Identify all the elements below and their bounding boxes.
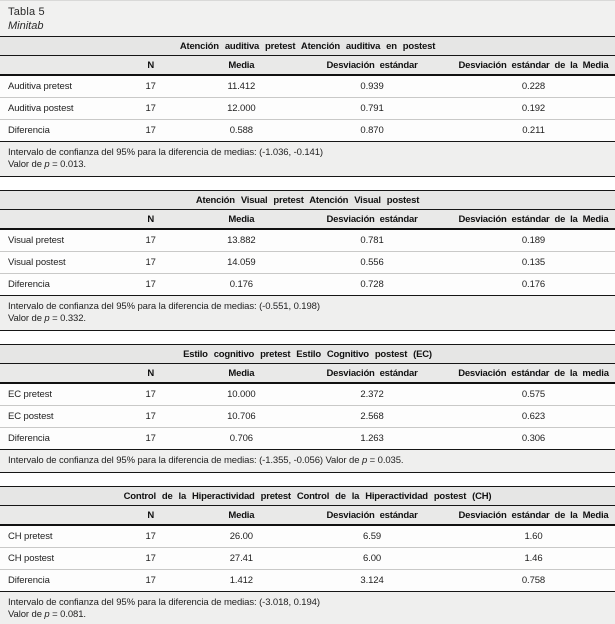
cell-media: 11.412 <box>191 75 292 98</box>
table-row <box>0 570 615 592</box>
cell-n: 17 <box>111 120 191 142</box>
table-title: Atención Visual pretest Atención Visual postest <box>0 191 615 210</box>
p-value-note <box>8 609 607 621</box>
header-row <box>0 364 615 383</box>
p-value-note <box>8 159 607 171</box>
row-label: EC postest <box>0 406 111 428</box>
cell-n: 17 <box>111 252 191 274</box>
cell-media: 10.000 <box>191 383 292 406</box>
cell-sd: 3.124 <box>292 570 452 592</box>
document-header <box>0 1 615 36</box>
p-symbol: p <box>44 159 50 170</box>
column-header-empty <box>0 56 111 75</box>
table-gap <box>0 331 615 344</box>
cell-sem: 0.135 <box>452 252 615 274</box>
cell-sd: 0.556 <box>292 252 452 274</box>
column-header-empty <box>0 506 111 525</box>
row-label: CH pretest <box>0 525 111 548</box>
column-header-empty <box>0 210 111 229</box>
table-gap <box>0 177 615 190</box>
table-footer <box>0 592 615 624</box>
stats-grid <box>0 56 615 142</box>
cell-n: 17 <box>111 274 191 296</box>
table-title: Control de la Hiperactividad pretest Control de la Hiperactividad postest (CH) <box>0 487 615 506</box>
row-label: Diferencia <box>0 274 111 296</box>
header-row <box>0 210 615 229</box>
cell-sd: 6.00 <box>292 548 452 570</box>
table-source-label: Minitab <box>8 20 44 32</box>
column-header-empty <box>0 364 111 383</box>
cell-sem: 0.623 <box>452 406 615 428</box>
table-footer <box>0 142 615 176</box>
stats-grid <box>0 210 615 296</box>
cell-media: 1.412 <box>191 570 292 592</box>
stats-grid <box>0 506 615 592</box>
row-label: Auditiva postest <box>0 98 111 120</box>
table-row <box>0 383 615 406</box>
column-header-media: Media <box>191 210 292 229</box>
table-title: Atención auditiva pretest Atención auditiva en postest <box>0 37 615 56</box>
cell-n: 17 <box>111 525 191 548</box>
column-header-n: N <box>111 364 191 383</box>
cell-n: 17 <box>111 548 191 570</box>
cell-media: 0.176 <box>191 274 292 296</box>
column-header-n: N <box>111 506 191 525</box>
column-header-media: Media <box>191 364 292 383</box>
stats-table-hiperactividad <box>0 486 615 624</box>
table-row <box>0 274 615 296</box>
cell-n: 17 <box>111 383 191 406</box>
cell-n: 17 <box>111 570 191 592</box>
p-label: Valor de <box>325 455 362 466</box>
cell-media: 0.706 <box>191 428 292 450</box>
cell-media: 13.882 <box>191 229 292 252</box>
cell-sem: 0.176 <box>452 274 615 296</box>
cell-media: 27.41 <box>191 548 292 570</box>
cell-media: 14.059 <box>191 252 292 274</box>
table-row <box>0 75 615 98</box>
row-label: CH postest <box>0 548 111 570</box>
row-label: Diferencia <box>0 120 111 142</box>
cell-sem: 0.189 <box>452 229 615 252</box>
column-header-sem: Desviación estándar de la Media <box>452 506 615 525</box>
cell-sem: 0.211 <box>452 120 615 142</box>
cell-sd: 2.568 <box>292 406 452 428</box>
p-value-note <box>8 313 607 325</box>
table-row <box>0 525 615 548</box>
column-header-sd: Desviación estándar <box>292 56 452 75</box>
ci-note: Intervalo de confianza del 95% para la diferencia de medias: (-1.355, -0.056) <box>8 455 326 466</box>
table-footer <box>0 296 615 330</box>
p-label: Valor de <box>8 609 45 620</box>
cell-sem: 0.192 <box>452 98 615 120</box>
cell-sem: 1.60 <box>452 525 615 548</box>
cell-media: 10.706 <box>191 406 292 428</box>
p-symbol: p <box>44 609 50 620</box>
column-header-sd: Desviación estándar <box>292 364 452 383</box>
table-row <box>0 98 615 120</box>
cell-sd: 0.781 <box>292 229 452 252</box>
p-value: = 0.013. <box>49 159 86 170</box>
stats-table-estilo-cognitivo <box>0 344 615 473</box>
cell-sd: 2.372 <box>292 383 452 406</box>
p-value: = 0.035. <box>367 455 404 466</box>
cell-media: 26.00 <box>191 525 292 548</box>
cell-sem: 0.575 <box>452 383 615 406</box>
row-label: EC pretest <box>0 383 111 406</box>
ci-note: Intervalo de confianza del 95% para la diferencia de medias: (-0.551, 0.198) <box>8 301 320 312</box>
cell-n: 17 <box>111 229 191 252</box>
table-row <box>0 120 615 142</box>
table-footer <box>0 450 615 472</box>
row-label: Diferencia <box>0 570 111 592</box>
cell-sem: 1.46 <box>452 548 615 570</box>
cell-n: 17 <box>111 98 191 120</box>
ci-note: Intervalo de confianza del 95% para la diferencia de medias: (-1.036, -0.141) <box>8 147 323 158</box>
p-label: Valor de <box>8 159 45 170</box>
stats-grid <box>0 364 615 450</box>
cell-sd: 0.791 <box>292 98 452 120</box>
row-label: Diferencia <box>0 428 111 450</box>
stats-table-visual <box>0 190 615 331</box>
p-value: = 0.332. <box>49 313 86 324</box>
cell-sd: 0.870 <box>292 120 452 142</box>
row-label: Visual postest <box>0 252 111 274</box>
column-header-media: Media <box>191 506 292 525</box>
table-row <box>0 229 615 252</box>
p-symbol: p <box>44 313 50 324</box>
cell-n: 17 <box>111 428 191 450</box>
column-header-n: N <box>111 56 191 75</box>
cell-media: 12.000 <box>191 98 292 120</box>
cell-media: 0.588 <box>191 120 292 142</box>
column-header-sem: Desviación estándar de la Media <box>452 210 615 229</box>
table-row <box>0 406 615 428</box>
cell-sd: 1.263 <box>292 428 452 450</box>
header-row <box>0 506 615 525</box>
cell-sd: 0.728 <box>292 274 452 296</box>
header-row <box>0 56 615 75</box>
table-row <box>0 548 615 570</box>
cell-sem: 0.758 <box>452 570 615 592</box>
column-header-n: N <box>111 210 191 229</box>
cell-n: 17 <box>111 406 191 428</box>
table-number-label: Tabla 5 <box>8 6 45 18</box>
cell-sem: 0.306 <box>452 428 615 450</box>
p-value: = 0.081. <box>49 609 86 620</box>
stats-table-auditiva <box>0 36 615 177</box>
row-label: Auditiva pretest <box>0 75 111 98</box>
cell-sd: 0.939 <box>292 75 452 98</box>
row-label: Visual pretest <box>0 229 111 252</box>
cell-sem: 0.228 <box>452 75 615 98</box>
column-header-sd: Desviación estándar <box>292 506 452 525</box>
ci-and-p-note <box>8 455 607 467</box>
cell-sd: 6.59 <box>292 525 452 548</box>
table-row <box>0 252 615 274</box>
table-gap <box>0 473 615 486</box>
cell-n: 17 <box>111 75 191 98</box>
p-label: Valor de <box>8 313 45 324</box>
table-title: Estilo cognitivo pretest Estilo Cognitivo postest (EC) <box>0 345 615 364</box>
column-header-media: Media <box>191 56 292 75</box>
p-symbol: p <box>361 455 368 466</box>
table-row <box>0 428 615 450</box>
column-header-sem: Desviación estándar de la Media <box>452 56 615 75</box>
column-header-sem: Desviación estándar de la media <box>452 364 615 383</box>
ci-note: Intervalo de confianza del 95% para la diferencia de medias: (-3.018, 0.194) <box>8 597 320 608</box>
column-header-sd: Desviación estándar <box>292 210 452 229</box>
